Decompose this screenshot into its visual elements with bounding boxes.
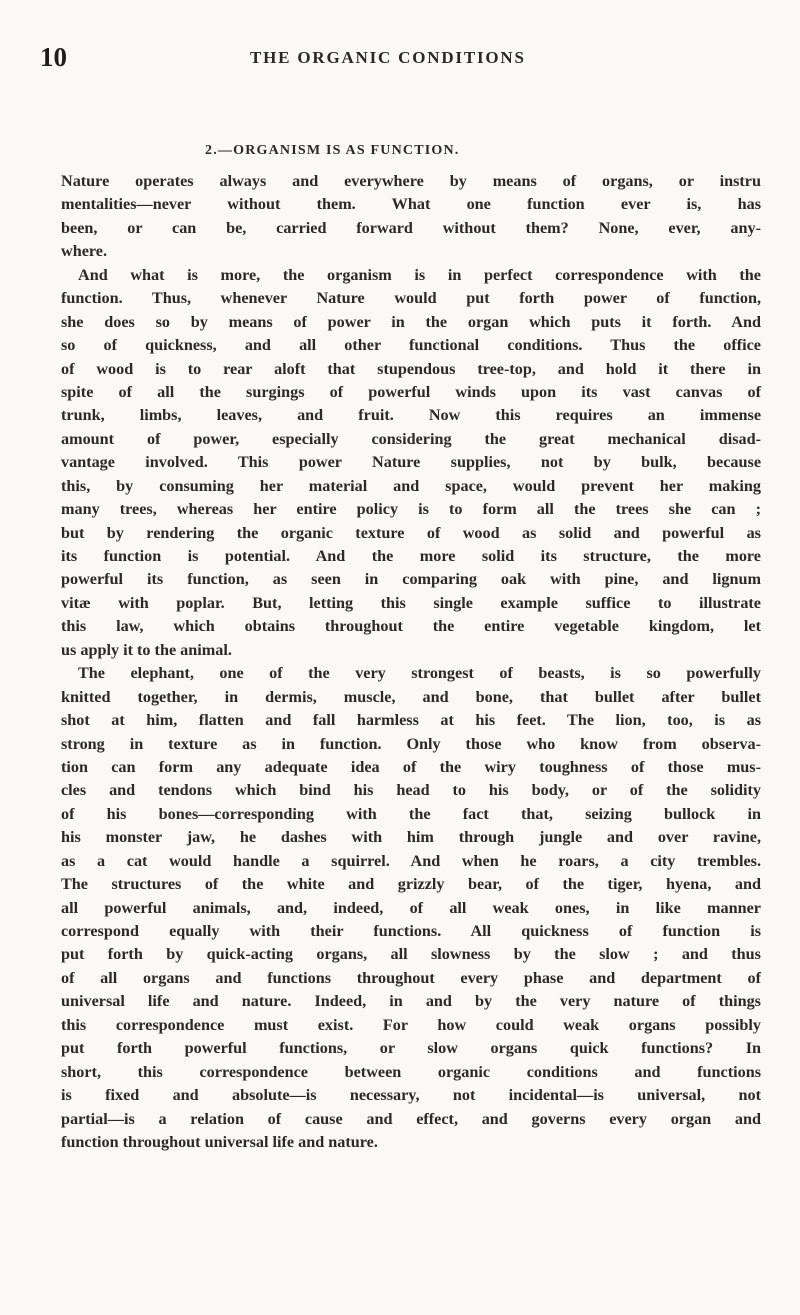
text-line: its function is potential. And the more solid its structure, the more [61, 547, 761, 565]
text-line: all powerful animals, and, indeed, of all weak ones, in like manner [61, 898, 761, 917]
text-line: of wood is to rear aloft that stupendous tree-top, and hold it there in [61, 359, 761, 378]
text-line: powerful its function, as seen in comparing oak with pine, and lignum [61, 570, 761, 589]
text-line: but by rendering the organic texture of wood as solid and powerful as [61, 523, 761, 542]
text-line: cles and tendons which bind his head to his body, or of the solidity [61, 781, 761, 800]
text-line: universal life and nature. Indeed, in and by the very nature of things [61, 992, 761, 1011]
text-line: is fixed and absolute—is necessary, not incidental—is universal, not [61, 1086, 761, 1105]
text-line: The structures of the white and grizzly bear, of the tiger, hyena, and [61, 875, 761, 894]
page-number: 10 [40, 42, 67, 72]
text-line: been, or can be, carried forward without them? None, ever, any- [61, 218, 761, 237]
text-line: strong in texture as in function. Only those who know from observa- [61, 734, 761, 753]
text-line: she does so by means of power in the organ which puts it forth. And [61, 312, 761, 331]
text-line: correspond equally with their functions. All quickness of function is [61, 922, 761, 940]
text-line: amount of power, especially considering the great mechanical disad- [61, 429, 761, 448]
text-line: us apply it to the animal. [61, 640, 232, 659]
text-line: of his bones—corresponding with the fact that, seizing bullock in [61, 804, 761, 823]
text-line: put forth powerful functions, or slow organs quick functions? In [61, 1039, 761, 1058]
text-line: mentalities—never without them. What one function ever is, has [61, 195, 761, 214]
running-title: THE ORGANIC CONDITIONS [250, 48, 526, 67]
text-line: of all organs and functions throughout every phase and department of [61, 968, 761, 987]
text-line: short, this correspondence between organic conditions and functions [61, 1062, 761, 1081]
text-line: And what is more, the organism is in perfect correspondence with the [78, 265, 761, 284]
text-line: this law, which obtains throughout the entire vegetable kingdom, let [61, 617, 761, 636]
text-line: spite of all the surgings of powerful winds upon its vast canvas of [61, 382, 761, 401]
text-line: trunk, limbs, leaves, and fruit. Now this requires an immense [61, 406, 761, 425]
text-line: so of quickness, and all other functional conditions. Thus the office [61, 336, 761, 355]
section-heading: 2.—ORGANISM IS AS FUNCTION. [205, 143, 460, 158]
text-line: vantage involved. This power Nature supplies, not by bulk, because [61, 453, 761, 472]
text-line: this, by consuming her material and space, would prevent her making [61, 476, 761, 495]
text-line: function throughout universal life and nature. [61, 1132, 378, 1151]
text-line: put forth by quick-acting organs, all slowness by the slow ; and thus [61, 945, 761, 964]
text-line: tion can form any adequate idea of the wiry toughness of those mus- [61, 757, 761, 776]
text-line: vitæ with poplar. But, letting this single example suffice to illustrate [61, 593, 761, 612]
body-text [61, 170, 761, 1154]
text-line: many trees, whereas her entire policy is to form all the trees she can ; [61, 500, 761, 519]
text-line: partial—is a relation of cause and effect, and governs every organ and [61, 1109, 761, 1128]
text-line: The elephant, one of the very strongest of beasts, is so powerfully [78, 664, 761, 683]
text-line: knitted together, in dermis, muscle, and bone, that bullet after bullet [61, 687, 761, 706]
text-line: shot at him, flatten and fall harmless at his feet. The lion, too, is as [61, 711, 761, 730]
text-line: function. Thus, whenever Nature would put forth power of function, [61, 289, 761, 308]
text-line: his monster jaw, he dashes with him through jungle and over ravine, [61, 828, 761, 847]
text-line: where. [61, 242, 108, 261]
text-line: this correspondence must exist. For how could weak organs possibly [61, 1015, 761, 1034]
text-line: as a cat would handle a squirrel. And when he roars, a city trembles. [61, 851, 761, 870]
text-line: Nature operates always and everywhere by means of organs, or instru [61, 172, 761, 190]
